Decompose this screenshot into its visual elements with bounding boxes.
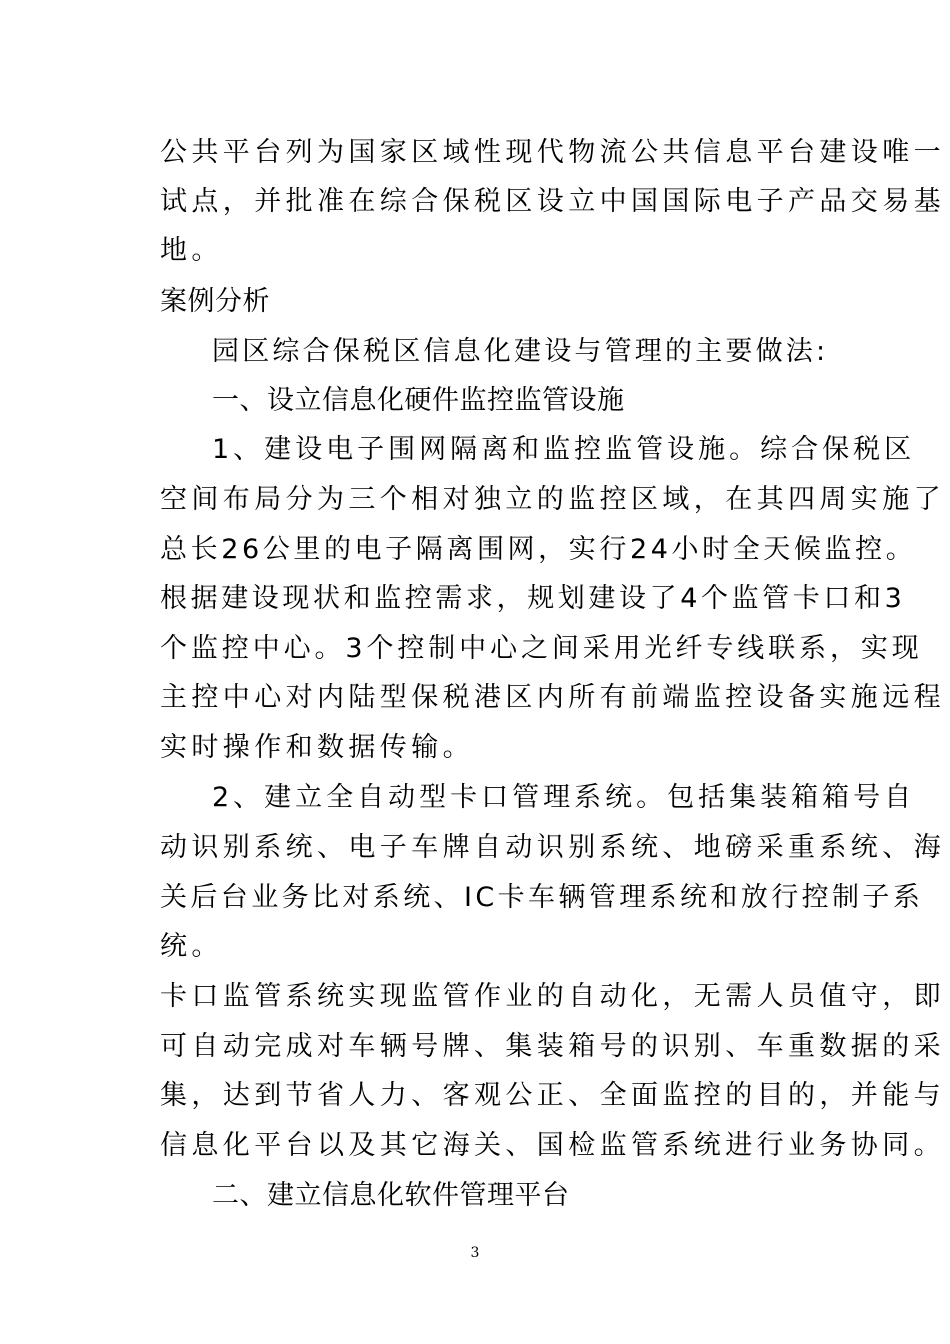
body-line: 集，达到节省人力、客观公正、全面监控的目的，并能与 [160, 1080, 945, 1111]
body-line: 个监控中心。3个控制中心之间采用光纤专线联系，实现 [160, 633, 923, 664]
section-heading: 案例分析 [160, 286, 270, 317]
body-line: 可自动完成对车辆号牌、集装箱号的识别、车重数据的采 [160, 1031, 945, 1062]
body-line: 地。 [160, 235, 223, 266]
body-line: 2、建立全自动型卡口管理系统。包括集装箱箱号自 [212, 782, 916, 813]
body-line: 总长26公里的电子隔离围网，实行24小时全天候监控。 [160, 534, 917, 565]
section-heading: 一、设立信息化硬件监控监管设施 [212, 385, 625, 416]
body-line: 实时操作和数据传输。 [160, 732, 474, 763]
body-line: 公共平台列为国家区域性现代物流公共信息平台建设唯一 [160, 137, 945, 168]
page-number: 3 [470, 1245, 480, 1261]
body-line: 信息化平台以及其它海关、国检监管系统进行业务协同。 [160, 1130, 945, 1161]
body-line: 关后台业务比对系统、IC卡车辆管理系统和放行控制子系 [160, 882, 924, 913]
body-line: 试点，并批准在综合保税区设立中国国际电子产品交易基 [160, 186, 945, 217]
section-heading: 二、建立信息化软件管理平台 [212, 1180, 570, 1211]
body-line: 园区综合保税区信息化建设与管理的主要做法: [212, 336, 829, 367]
body-line: 空间布局分为三个相对独立的监控区域，在其四周实施了 [160, 484, 945, 515]
body-line: 1、建设电子围网隔离和监控监管设施。综合保税区 [212, 434, 916, 465]
body-line: 根据建设现状和监控需求，规划建设了4个监管卡口和3 [160, 583, 906, 614]
body-line: 统。 [160, 931, 223, 962]
body-line: 卡口监管系统实现监管作业的自动化，无需人员值守，即 [160, 981, 945, 1012]
body-line: 动识别系统、电子车牌自动识别系统、地磅采重系统、海 [160, 832, 945, 863]
body-line: 主控中心对内陆型保税港区内所有前端监控设备实施远程 [160, 682, 945, 713]
